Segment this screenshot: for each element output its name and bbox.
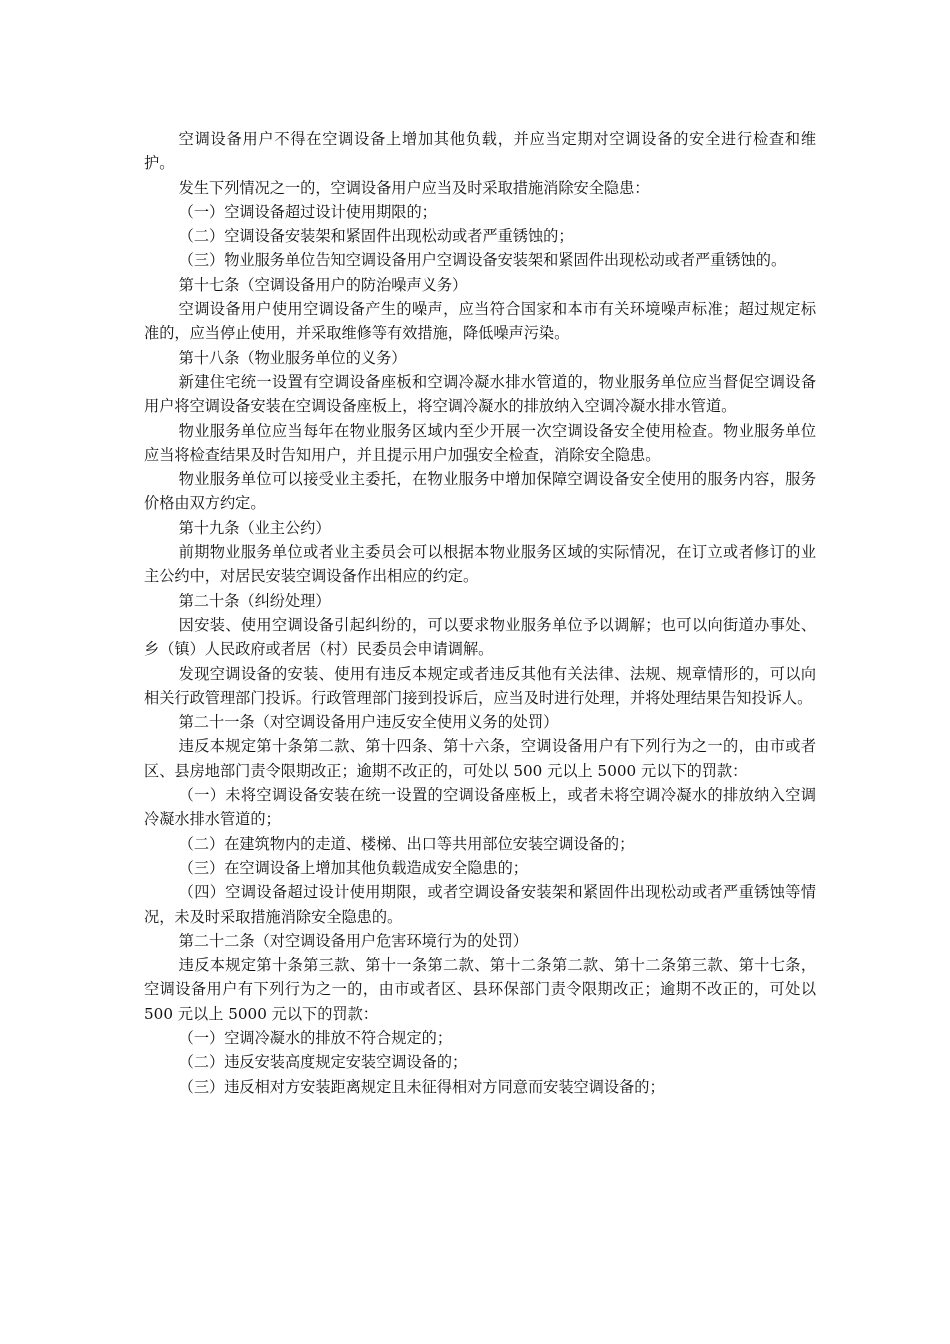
article-heading: 第二十条（纠纷处理） (178, 591, 331, 610)
list-item: （一）空调设备超过设计使用期限的； (178, 202, 437, 221)
article-heading: 第二十一条（对空调设备用户违反安全使用义务的处罚） (178, 713, 559, 732)
article-heading: 第十八条（物业服务单位的义务） (178, 348, 407, 367)
paragraph: 发生下列情况之一的，空调设备用户应当及时采取措施消除安全隐患： (178, 178, 650, 197)
article-heading: 第十九条（业主公约） (178, 518, 331, 537)
paragraph: 违反本规定第十条第二款、第十四条、第十六条，空调设备用户有下列行为之一的，由市或者区、县房地部门责令限期改正；逾期不改正的，可处以 500 元以上 5000 元以下的罚款： (144, 737, 816, 780)
paragraph: 前期物业服务单位或者业主委员会可以根据本物业服务区域的实际情况，在订立或者修订的业主公约中，对居民安装空调设备作出相应的约定。 (144, 543, 816, 586)
list-item: （三）在空调设备上增加其他负载造成安全隐患的； (178, 858, 528, 877)
paragraph: 违反本规定第十条第三款、第十一条第二款、第十二条第二款、第十二条第三款、第十七条，空调设备用户有下列行为之一的，由市或者区、县环保部门责令限期改正；逾期不改正的，可处以 500 元以上 5000 元以下的罚款： (144, 956, 816, 1023)
list-item: （四）空调设备超过设计使用期限，或者空调设备安装架和紧固件出现松动或者严重锈蚀等情况，未及时采取措施消除安全隐患的。 (144, 883, 816, 926)
paragraph: 空调设备用户使用空调设备产生的噪声，应当符合国家和本市有关环境噪声标准；超过规定标准的，应当停止使用，并采取维修等有效措施，降低噪声污染。 (144, 300, 816, 343)
paragraph: 新建住宅统一设置有空调设备座板和空调冷凝水排水管道的，物业服务单位应当督促空调设备用户将空调设备安装在空调设备座板上，将空调冷凝水的排放纳入空调冷凝水排水管道。 (144, 372, 816, 416)
list-item: （一）未将空调设备安装在统一设置的空调设备座板上，或者未将空调冷凝水的排放纳入空调冷凝水排水管道的； (144, 786, 816, 829)
paragraph: 因安装、使用空调设备引起纠纷的，可以要求物业服务单位予以调解；也可以向街道办事处、乡（镇）人民政府或者居（村）民委员会申请调解。 (144, 615, 816, 659)
list-item: （二）在建筑物内的走道、楼梯、出口等共用部位安装空调设备的； (178, 834, 635, 853)
article-heading: 第十七条（空调设备用户的防治噪声义务） (178, 275, 468, 294)
list-item: （二）空调设备安装架和紧固件出现松动或者严重锈蚀的； (178, 227, 574, 246)
paragraph: 空调设备用户不得在空调设备上增加其他负载，并应当定期对空调设备的安全进行检查和维护。 (144, 130, 816, 173)
list-item: （三）物业服务单位告知空调设备用户空调设备安装架和紧固件出现松动或者严重锈蚀的。 (178, 251, 787, 270)
list-item: （二）违反安装高度规定安装空调设备的； (178, 1053, 468, 1072)
paragraph: 物业服务单位可以接受业主委托，在物业服务中增加保障空调设备安全使用的服务内容，服务价格由双方约定。 (144, 470, 816, 513)
article-heading: 第二十二条（对空调设备用户危害环境行为的处罚） (178, 931, 528, 950)
list-item: （三）违反相对方安装距离规定且未征得相对方同意而安装空调设备的； (178, 1077, 665, 1096)
list-item: （一）空调冷凝水的排放不符合规定的； (178, 1028, 453, 1047)
paragraph: 物业服务单位应当每年在物业服务区域内至少开展一次空调设备安全使用检查。物业服务单位应当将检查结果及时告知用户，并且提示用户加强安全检查，消除安全隐患。 (144, 421, 816, 464)
paragraph: 发现空调设备的安装、使用有违反本规定或者违反其他有关法律、法规、规章情形的，可以向相关行政管理部门投诉。行政管理部门接到投诉后，应当及时进行处理，并将处理结果告知投诉人。 (144, 664, 816, 707)
document-body (144, 127, 816, 1099)
